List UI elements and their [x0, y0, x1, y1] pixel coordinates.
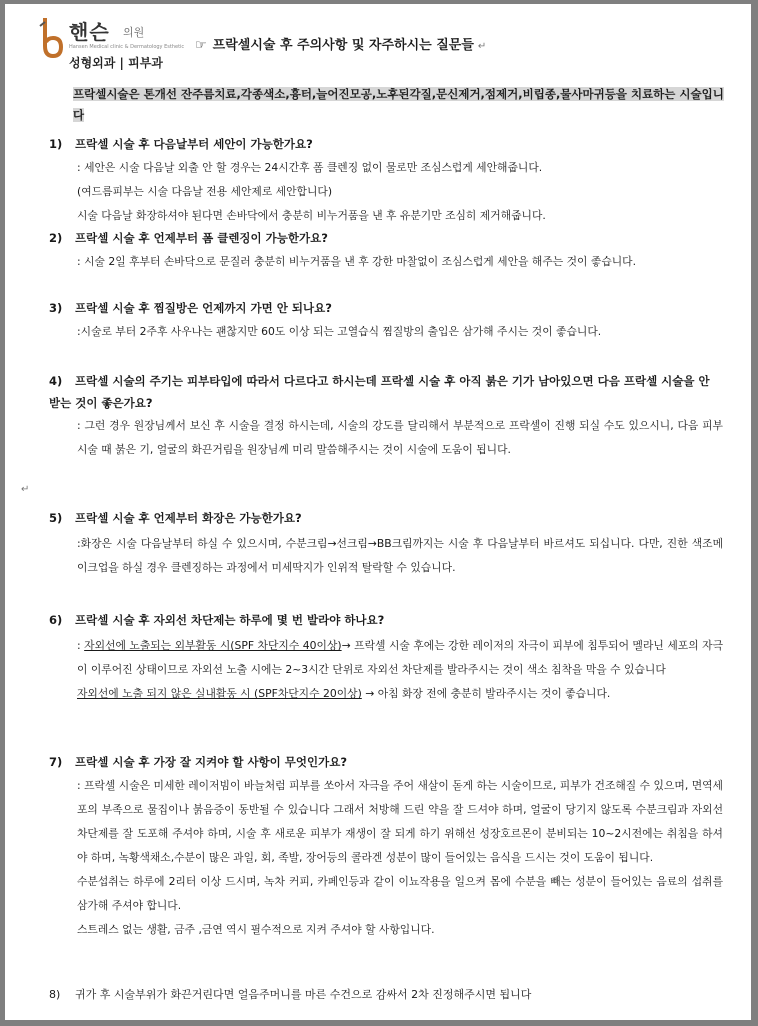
question-8 — [49, 986, 531, 1002]
question-2 — [49, 230, 328, 246]
question-text: 프락셀 시술 후 언제부터 폼 클렌징이 가능한가요? — [75, 231, 328, 245]
document-page — [5, 4, 751, 1020]
question-number: 5) — [49, 511, 63, 525]
intro-text — [73, 84, 731, 126]
clinic-logo — [35, 14, 215, 76]
question-number: 1) — [49, 137, 63, 151]
answer-6 — [77, 634, 723, 706]
question-7 — [49, 754, 347, 770]
intro-highlight: 프락셀시술은 톤개선 잔주름치료,각종색소,흉터,늘어진모공,노후된각질,문신제거,점제거,비립종,물사마귀등을 치료하는 시술입니다 — [73, 87, 724, 122]
answer-prefix: : — [77, 639, 85, 652]
question-text: 귀가 후 시술부위가 화끈거린다면 얼음주머니를 마른 수건으로 감싸서 2차 진정해주시면 됩니다 — [75, 988, 532, 1001]
answer-indoor — [77, 682, 723, 706]
question-text: 프락셀 시술 후 가장 잘 지켜야 할 사항이 무엇인가요? — [75, 755, 347, 769]
answer-7 — [77, 774, 723, 942]
answer-3 — [77, 320, 723, 344]
paragraph-mark: ↵ — [477, 41, 487, 52]
question-text: 프락셀 시술의 주기는 피부타입에 따라서 다르다고 하시는데 프락셀 시술 후 아직 붉은 기가 남아있으면 다음 프락셀 시술을 안 받는 것이 좋은가요? — [49, 374, 710, 410]
pointing-hand-icon: ☞ — [195, 38, 207, 53]
question-text: 프락셀 시술 후 찜질방은 언제까지 가면 안 되나요? — [75, 301, 332, 315]
question-3 — [49, 300, 332, 316]
question-number: 4) — [49, 374, 63, 388]
logo-english-name: Hansen Medical clinic & Dermatology Esthetic — [69, 44, 185, 50]
question-number: 3) — [49, 301, 63, 315]
answer-outdoor — [77, 634, 723, 682]
answer-line: 수분섭취는 하루에 2리터 이상 드시며, 녹차 커피, 카페인등과 같이 이뇨작용을 일으켜 몸에 수분을 빼는 성분이 들어있는 음료의 섭취를 삼가해 주셔야 합니다. — [77, 875, 723, 912]
answer-1 — [77, 156, 723, 228]
indoor-text: → 아침 화장 전에 충분히 발라주시는 것이 좋습니다. — [365, 687, 611, 700]
answer-line: : 프락셀 시술은 미세한 레이저빔이 바늘처럼 피부를 쏘아서 자극을 주어 새살이 돋게 하는 시술이므로, 피부가 건조해질 수 있으며, 면역세포의 부족으로 물집이나 붉음증이 동반될 수 있습니다 그래서 처방해 드린 약을 잘 드셔야 하며, 얼굴이 당기지 않도록 수분크림과 자외선 차단제를 잘 도포해 주셔야 하며, 시술 후 새로운 피부가 재생이 잘 되게 하기 위해선 성장호르몬이 분비되는 10~2시전에는 취침을 하셔야 하며, 녹황색채소,수분이 많은 과일, 회, 족발, 장어등의 콜라겐 성분이 많이 들어있는 음식을 드시는 것이 도움이 됩니다. — [77, 779, 723, 864]
question-number: 6) — [49, 613, 63, 627]
answer-2 — [77, 250, 723, 274]
answer-line: :시술로 부터 2주후 사우나는 괜찮지만 60도 이상 되는 고열습식 찜질방의 출입은 삼가해 주시는 것이 좋습니다. — [77, 325, 602, 338]
answer-line: : 시술 2일 후부터 손바닥으로 문질러 충분히 비누거품을 낸 후 강한 마찰없이 조심스럽게 세안을 해주는 것이 좋습니다. — [77, 255, 637, 268]
question-number: 7) — [49, 755, 63, 769]
answer-line: 시술 다음날 화장하셔야 된다면 손바닥에서 충분히 비누거품을 낸 후 유분기만 조심히 제거해줍니다. — [77, 209, 546, 222]
question-number: 8) — [49, 988, 61, 1001]
question-1 — [49, 136, 313, 152]
answer-line: : 그런 경우 원장님께서 보신 후 시술을 결정 하시는데, 시술의 강도를 달리해서 부분적으로 프락셀이 진행 되실 수도 있으시니, 다음 피부 시술 때 붉은 기, 얼굴의 화끈거림을 원장님께 미리 말씀해주시는 것이 시술에 도움이 됩니다. — [77, 419, 723, 456]
logo-name: 핸슨 — [69, 20, 110, 44]
indoor-label: 자외선에 노출 되지 않은 실내활동 시 (SPF차단지수 20이상) — [77, 687, 362, 700]
logo-emblem-icon — [37, 16, 63, 60]
question-text: 프락셀 시술 후 언제부터 화장은 가능한가요? — [75, 511, 302, 525]
question-5 — [49, 510, 302, 526]
answer-line: : 세안은 시술 다음날 외출 안 할 경우는 24시간후 폼 클렌징 없이 물로만 조심스럽게 세안해줍니다. — [77, 161, 543, 174]
answer-5 — [77, 532, 723, 580]
answer-line: 스트레스 없는 생활, 금주 ,금연 역시 필수적으로 지켜 주셔야 할 사항입니다. — [77, 923, 435, 936]
paragraph-mark: ↵ — [21, 484, 30, 495]
outdoor-text: → 프락셀 시술 후에는 강한 레이저의 자극이 피부에 침투되어 멜라닌 세포의 자극이 이루어진 상태이므로 자외선 노출 시에는 2~3시간 단위로 자외선 차단제를 발라주시는 것이 색소 침착을 막을 수 있습니다 — [77, 639, 723, 676]
logo-departments: 성형외과 | 피부과 — [69, 56, 163, 70]
question-4 — [49, 370, 721, 414]
logo-clinic: 의원 — [123, 26, 145, 39]
question-text: 프락셀 시술 후 자외선 차단제는 하루에 몇 번 발라야 하나요? — [75, 613, 385, 627]
question-number: 2) — [49, 231, 63, 245]
question-6 — [49, 612, 384, 628]
answer-4 — [77, 414, 723, 462]
question-text: 프락셀 시술 후 다음날부터 세안이 가능한가요? — [75, 137, 313, 151]
title-text: 프락셀시술 후 주의사항 및 자주하시는 질문들 — [212, 38, 474, 53]
answer-line: :화장은 시술 다음날부터 하실 수 있으시며, 수분크림→선크림→BB크림까지는 시술 후 다음날부터 바르셔도 되십니다. 다만, 진한 색조메이크업을 하실 경우 클렌징하는 과정에서 미세딱지가 인위적 탈락할 수 있습니다. — [77, 537, 723, 574]
outdoor-label: 자외선에 노출되는 외부활동 시(SPF 차단지수 40이상) — [84, 639, 342, 652]
answer-line: (여드름피부는 시술 다음날 전용 세안제로 세안합니다) — [77, 185, 333, 198]
page-title — [195, 34, 486, 53]
